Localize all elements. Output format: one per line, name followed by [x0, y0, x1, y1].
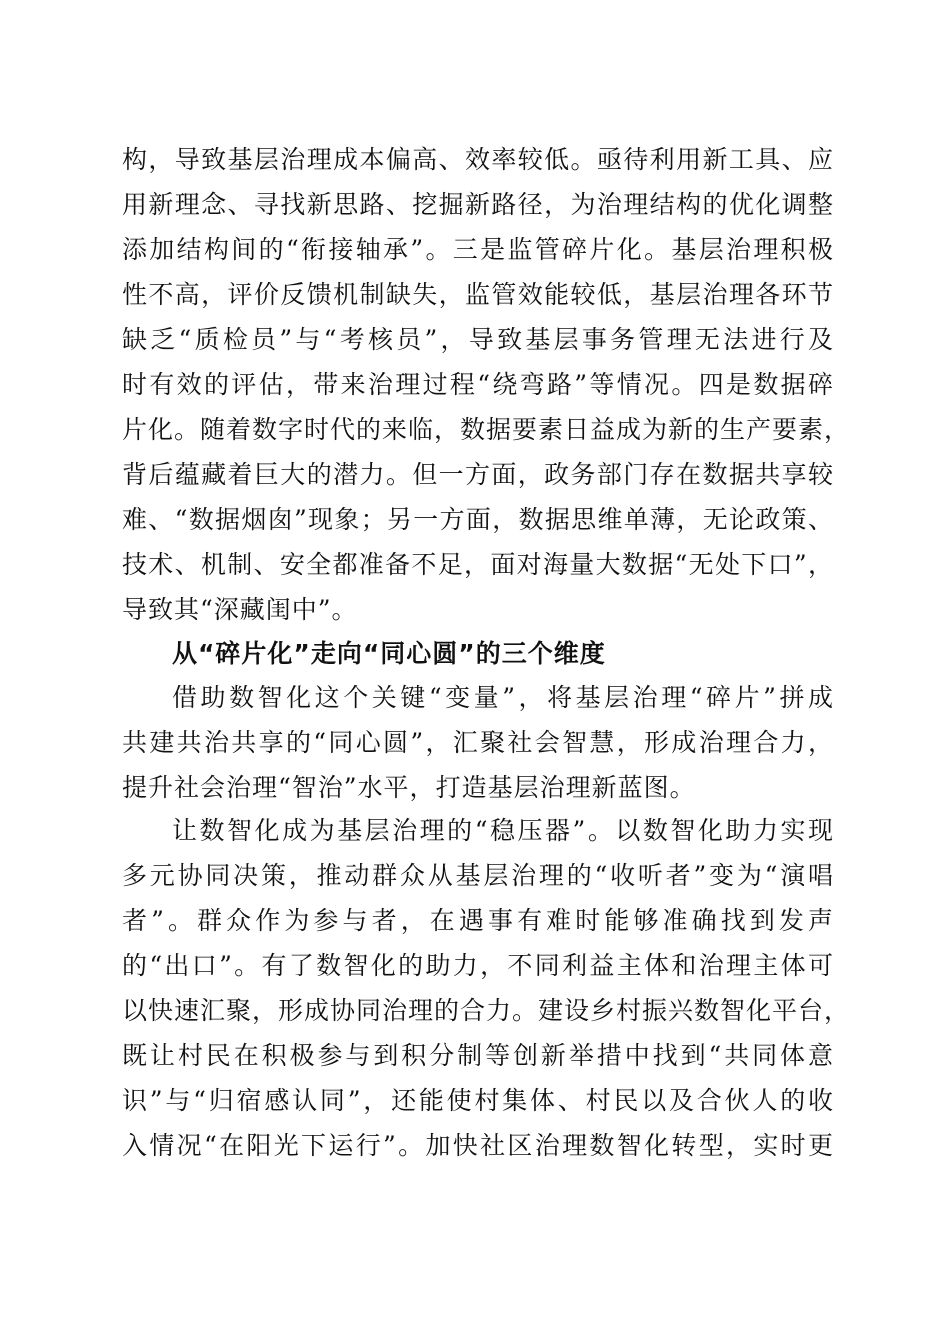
section-heading: 从“碎片化”走向“同心圆”的三个维度 [172, 639, 606, 668]
text-line: 既让村民在积极参与到积分制等创新举措中找到“共同体意 [122, 1041, 834, 1070]
text-line: 缺乏“质检员”与“考核员”，导致基层事务管理无法进行及 [122, 325, 834, 354]
text-line: 技术、机制、安全都准备不足，面对海量大数据“无处下口”， [122, 550, 834, 579]
text-line: 识”与“归宿感认同”，还能使村集体、村民以及合伙人的收 [122, 1086, 834, 1115]
text-line: 时有效的评估，带来治理过程“绕弯路”等情况。四是数据碎 [122, 370, 834, 399]
text-line: 片化。随着数字时代的来临，数据要素日益成为新的生产要素， [122, 415, 851, 444]
text-line: 性不高，评价反馈机制缺失，监管效能较低，基层治理各环节 [122, 280, 834, 309]
text-line: 添加结构间的“衔接轴承”。三是监管碎片化。基层治理积极 [122, 235, 834, 264]
text-line: 的“出口”。有了数智化的助力，不同利益主体和治理主体可 [122, 951, 834, 980]
text-line: 背后蕴藏着巨大的潜力。但一方面，政务部门存在数据共享较 [122, 460, 834, 489]
text-line: 让数智化成为基层治理的“稳压器”。以数智化助力实现 [172, 816, 834, 845]
text-line: 者”。群众作为参与者，在遇事有难时能够准确找到发声 [122, 906, 834, 935]
text-line: 入情况“在阳光下运行”。加快社区治理数智化转型，实时更 [122, 1131, 834, 1160]
text-line: 多元协同决策，推动群众从基层治理的“收听者”变为“演唱 [122, 861, 834, 890]
text-line: 用新理念、寻找新思路、挖掘新路径，为治理结构的优化调整 [122, 190, 834, 219]
text-line: 难、“数据烟囱”现象；另一方面，数据思维单薄，无论政策、 [122, 505, 834, 534]
text-line: 提升社会治理“智治”水平，打造基层治理新蓝图。 [122, 773, 696, 802]
text-line: 共建共治共享的“同心圆”，汇聚社会智慧，形成治理合力， [122, 728, 834, 757]
text-line: 导致其“深藏闺中”。 [122, 595, 358, 624]
text-line: 以快速汇聚，形成协同治理的合力。建设乡村振兴数智化平台， [122, 996, 851, 1025]
text-line: 构，导致基层治理成本偏高、效率较低。亟待利用新工具、应 [122, 145, 834, 174]
text-line: 借助数智化这个关键“变量”，将基层治理“碎片”拼成 [172, 683, 834, 712]
